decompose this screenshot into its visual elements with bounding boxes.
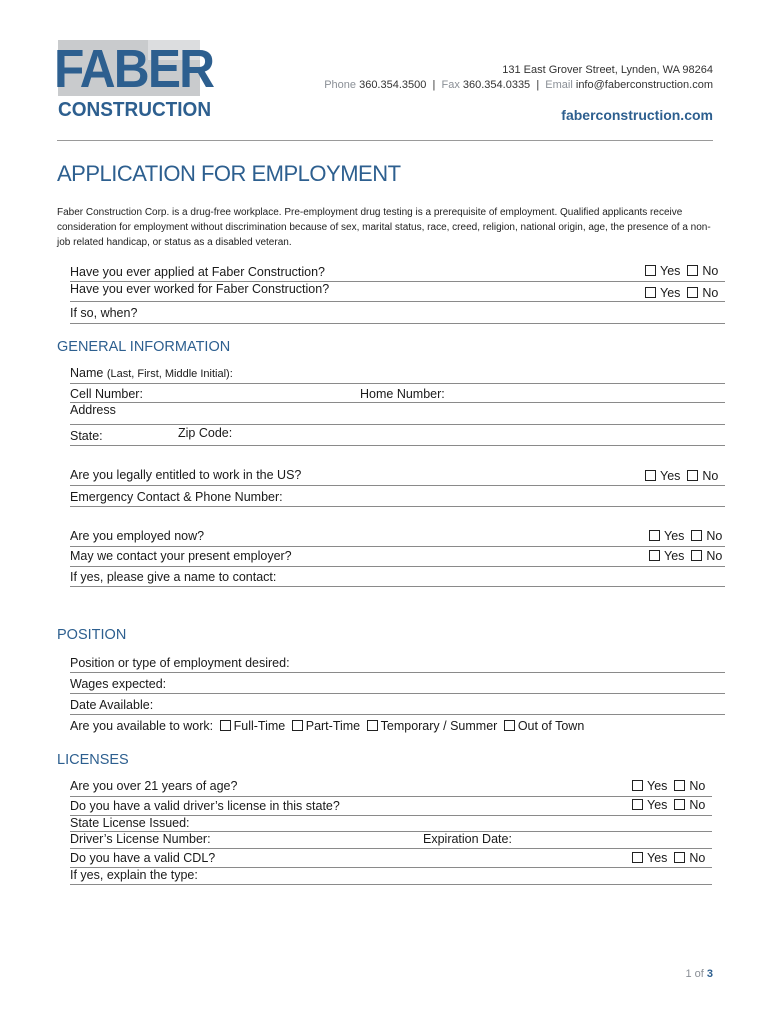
section-heading-licenses: LICENSES bbox=[57, 752, 129, 768]
state-label: State: bbox=[70, 429, 103, 443]
license-number-line[interactable] bbox=[70, 848, 712, 849]
wages-field-line[interactable] bbox=[70, 693, 725, 694]
checkbox-yes[interactable] bbox=[645, 287, 656, 298]
email-link[interactable]: info@faberconstruction.com bbox=[575, 79, 713, 91]
field-line bbox=[70, 546, 725, 547]
separator: | bbox=[432, 79, 436, 91]
temporary-label: Temporary / Summer bbox=[380, 719, 498, 733]
checkbox-out-of-town[interactable] bbox=[504, 720, 515, 731]
fax-number: 360.354.0335 bbox=[462, 79, 531, 91]
checkbox-no[interactable] bbox=[691, 530, 702, 541]
home-number-label: Home Number: bbox=[360, 387, 445, 401]
checkbox-no[interactable] bbox=[674, 852, 685, 863]
email-label: Email bbox=[545, 79, 573, 91]
contact-employer-question: May we contact your present employer? bbox=[70, 549, 292, 563]
website-link[interactable]: faberconstruction.com bbox=[561, 107, 713, 123]
name-hint: (Last, First, Middle Initial): bbox=[106, 368, 233, 380]
part-time-label: Part-Time bbox=[305, 719, 361, 733]
checkbox-yes[interactable] bbox=[632, 799, 643, 810]
checkbox-full-time[interactable] bbox=[220, 720, 231, 731]
when-field-label: If so, when? bbox=[70, 306, 138, 320]
legal-work-options bbox=[645, 469, 718, 483]
contact-name-line[interactable] bbox=[70, 586, 725, 587]
availability-label: Are you available to work: bbox=[70, 719, 214, 733]
expiration-date-label: Expiration Date: bbox=[423, 832, 512, 846]
field-line bbox=[70, 485, 725, 486]
address-field-line[interactable] bbox=[70, 424, 725, 425]
page-number bbox=[685, 968, 713, 980]
logo-text-faber: FABER bbox=[54, 39, 214, 99]
checkbox-yes[interactable] bbox=[645, 265, 656, 276]
worked-before-options bbox=[645, 286, 718, 300]
checkbox-no[interactable] bbox=[687, 265, 698, 276]
no-label: No bbox=[706, 529, 723, 543]
over-21-question: Are you over 21 years of age? bbox=[70, 779, 238, 793]
section-heading-position: POSITION bbox=[57, 627, 127, 643]
checkbox-no[interactable] bbox=[674, 780, 685, 791]
no-label: No bbox=[702, 286, 719, 300]
drivers-license-options bbox=[632, 798, 705, 812]
page-of: of bbox=[694, 968, 704, 980]
wages-label: Wages expected: bbox=[70, 677, 167, 691]
contact-name-label: If yes, please give a name to contact: bbox=[70, 570, 277, 584]
page-title: APPLICATION FOR EMPLOYMENT bbox=[57, 161, 401, 186]
field-line bbox=[70, 796, 712, 797]
fax-label: Fax bbox=[441, 79, 460, 91]
no-label: No bbox=[689, 779, 706, 793]
phone-field-line[interactable] bbox=[70, 402, 725, 403]
legal-work-question: Are you legally entitled to work in the US? bbox=[70, 468, 302, 482]
section-heading-general: GENERAL INFORMATION bbox=[57, 339, 231, 355]
contact-line bbox=[324, 79, 713, 91]
checkbox-temporary[interactable] bbox=[367, 720, 378, 731]
page-total: 3 bbox=[706, 968, 713, 980]
drivers-license-question: Do you have a valid driver’s license in this state? bbox=[70, 799, 340, 813]
no-label: No bbox=[702, 469, 719, 483]
checkbox-no[interactable] bbox=[687, 287, 698, 298]
full-time-label: Full-Time bbox=[233, 719, 286, 733]
position-field-line[interactable] bbox=[70, 672, 725, 673]
emergency-contact-label: Emergency Contact & Phone Number: bbox=[70, 490, 283, 504]
phone-label: Phone bbox=[324, 79, 357, 91]
no-label: No bbox=[702, 264, 719, 278]
no-label: No bbox=[689, 798, 706, 812]
cdl-type-line[interactable] bbox=[70, 884, 712, 885]
checkbox-no[interactable] bbox=[674, 799, 685, 810]
cdl-options bbox=[632, 851, 705, 865]
yes-label: Yes bbox=[647, 851, 668, 865]
out-of-town-label: Out of Town bbox=[517, 719, 585, 733]
address-label: Address bbox=[70, 403, 116, 417]
yes-label: Yes bbox=[647, 798, 668, 812]
worked-before-question: Have you ever worked for Faber Construction? bbox=[70, 282, 330, 296]
applied-before-question: Have you ever applied at Faber Construction? bbox=[70, 265, 326, 279]
company-address: 131 East Grover Street, Lynden, WA 98264 bbox=[502, 64, 713, 76]
yes-label: Yes bbox=[660, 469, 681, 483]
availability-row bbox=[70, 719, 587, 733]
applied-before-options bbox=[645, 264, 718, 278]
license-number-label: Driver’s License Number: bbox=[70, 832, 211, 846]
emergency-field-line[interactable] bbox=[70, 506, 725, 507]
checkbox-yes[interactable] bbox=[645, 470, 656, 481]
checkbox-no[interactable] bbox=[687, 470, 698, 481]
yes-label: Yes bbox=[647, 779, 668, 793]
employed-now-question: Are you employed now? bbox=[70, 529, 205, 543]
cdl-type-label: If yes, explain the type: bbox=[70, 868, 198, 882]
when-field-line[interactable] bbox=[70, 323, 725, 324]
name-field-line[interactable] bbox=[70, 383, 725, 384]
separator: | bbox=[536, 79, 540, 91]
date-available-label: Date Available: bbox=[70, 698, 154, 712]
state-zip-line[interactable] bbox=[70, 445, 725, 446]
over-21-options bbox=[632, 779, 705, 793]
cell-number-label: Cell Number: bbox=[70, 387, 143, 401]
header-divider bbox=[57, 140, 713, 141]
no-label: No bbox=[706, 549, 723, 563]
checkbox-yes[interactable] bbox=[649, 550, 660, 561]
field-line bbox=[70, 566, 725, 567]
checkbox-yes[interactable] bbox=[632, 852, 643, 863]
intro-paragraph: Faber Construction Corp. is a drug-free workplace. Pre-employment drug testing is a prerequisite of employment. Qualified applicants receive consideration for employment without discrimination because of sex, marital status, race, creed, religion, national origin, age, the presence of a non-job related handicap, or status as a disabled veteran. bbox=[57, 207, 711, 248]
cdl-question: Do you have a valid CDL? bbox=[70, 851, 216, 865]
no-label: No bbox=[689, 851, 706, 865]
checkbox-yes[interactable] bbox=[632, 780, 643, 791]
yes-label: Yes bbox=[664, 549, 685, 563]
zip-code-label: Zip Code: bbox=[178, 426, 233, 440]
employed-now-options bbox=[649, 529, 722, 543]
yes-label: Yes bbox=[660, 264, 681, 278]
checkbox-yes[interactable] bbox=[649, 530, 660, 541]
checkbox-part-time[interactable] bbox=[292, 720, 303, 731]
yes-label: Yes bbox=[664, 529, 685, 543]
checkbox-no[interactable] bbox=[691, 550, 702, 561]
contact-employer-options bbox=[649, 549, 722, 563]
position-desired-label: Position or type of employment desired: bbox=[70, 656, 290, 670]
name-field-label bbox=[70, 366, 233, 380]
name-label: Name bbox=[70, 366, 104, 380]
yes-label: Yes bbox=[660, 286, 681, 300]
field-line bbox=[70, 301, 725, 302]
page-current: 1 bbox=[685, 968, 692, 980]
state-issued-label: State License Issued: bbox=[70, 816, 190, 830]
phone-number: 360.354.3500 bbox=[359, 79, 427, 91]
logo-text-construction: CONSTRUCTION bbox=[58, 99, 212, 121]
date-field-line[interactable] bbox=[70, 714, 725, 715]
